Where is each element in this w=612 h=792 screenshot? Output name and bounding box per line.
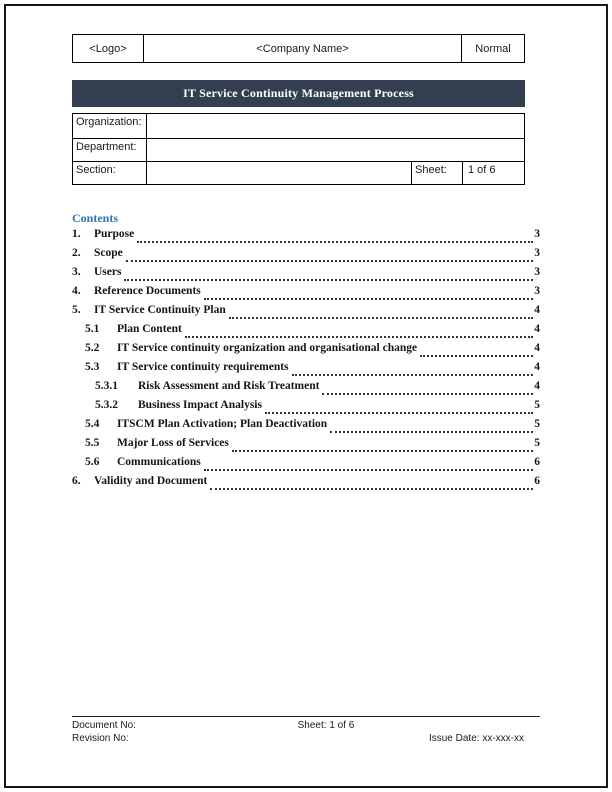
company-name-text: <Company Name>	[256, 42, 349, 55]
toc-entry-number: 4.	[72, 285, 81, 297]
toc-entry-label: Communications	[117, 456, 201, 468]
logo-placeholder-cell	[73, 35, 144, 62]
toc-dot-leader	[126, 260, 534, 262]
toc-entry[interactable]	[72, 456, 540, 475]
toc-entry-page-number: 4	[534, 361, 540, 373]
toc-entry-number: 6.	[72, 475, 81, 487]
contents-heading: Contents	[72, 211, 119, 225]
toc-entry-page-number: 4	[534, 304, 540, 316]
toc-entry-label: Business Impact Analysis	[138, 399, 262, 411]
toc-entry-label: IT Service continuity requirements	[117, 361, 289, 373]
organization-label: Organization:	[73, 114, 147, 138]
toc-dot-leader	[229, 317, 534, 319]
toc-entry-page-number: 3	[534, 266, 540, 278]
toc-entry-number: 5.2	[85, 342, 100, 354]
toc-entry-number: 2.	[72, 247, 81, 259]
toc-entry-label: IT Service continuity organization and organisational change	[117, 342, 418, 354]
toc-entry[interactable]	[72, 437, 540, 456]
sheet-label: Sheet:	[411, 162, 462, 184]
logo-placeholder-text: <Logo>	[89, 42, 127, 55]
toc-entry[interactable]	[72, 285, 540, 304]
toc-entry-page-number: 3	[534, 285, 540, 297]
toc-entry-list	[72, 228, 540, 494]
toc-entry-number: 5.6	[85, 456, 100, 468]
department-value-field[interactable]	[147, 139, 524, 161]
toc-entry-label: Validity and Document	[94, 475, 208, 487]
toc-entry-page-number: 5	[534, 399, 540, 411]
toc-entry-number: 5.3.2	[95, 399, 118, 411]
toc-entry[interactable]	[72, 304, 540, 323]
toc-entry-number: 5.3.1	[95, 380, 118, 392]
toc-entry-label: Major Loss of Services	[117, 437, 229, 449]
footer-row-2	[72, 732, 540, 745]
toc-dot-leader	[137, 241, 533, 243]
footer-row-1	[72, 719, 540, 732]
issue-date-text: Issue Date: xx-xxx-xx	[428, 733, 524, 744]
toc-entry[interactable]	[72, 399, 540, 418]
toc-entry[interactable]	[72, 361, 540, 380]
organization-value-field[interactable]	[147, 114, 524, 138]
document-title: IT Service Continuity Management Process	[183, 86, 414, 100]
classification-text: Normal	[475, 42, 511, 55]
toc-entry-number: 3.	[72, 266, 81, 278]
title-banner	[72, 80, 525, 107]
toc-entry[interactable]	[72, 342, 540, 361]
toc-entry[interactable]	[72, 228, 540, 247]
toc-entry-label: Scope	[94, 247, 123, 259]
toc-entry-number: 5.5	[85, 437, 100, 449]
document-header-table	[72, 34, 525, 63]
department-label: Department:	[73, 139, 147, 161]
toc-entry[interactable]	[72, 266, 540, 285]
revision-no-label: Revision No:	[72, 733, 129, 744]
toc-dot-leader	[204, 469, 534, 471]
section-label: Section:	[73, 162, 147, 184]
toc-entry-page-number: 5	[534, 437, 540, 449]
company-name-cell	[144, 35, 462, 62]
toc-entry-label: Risk Assessment and Risk Treatment	[138, 380, 320, 392]
toc-entry-label: ITSCM Plan Activation; Plan Deactivation	[117, 418, 328, 430]
page-footer	[72, 716, 540, 745]
section-value-field[interactable]	[147, 162, 411, 184]
document-info-table	[72, 113, 525, 185]
toc-entry-page-number: 6	[534, 456, 540, 468]
organization-row	[73, 114, 524, 138]
toc-dot-leader	[185, 336, 533, 338]
section-row	[73, 161, 524, 184]
department-row	[73, 138, 524, 161]
toc-dot-leader	[420, 355, 533, 357]
footer-spacer	[524, 719, 540, 732]
toc-dot-leader	[204, 298, 533, 300]
toc-dot-leader	[232, 450, 533, 452]
toc-entry-page-number: 4	[534, 323, 540, 335]
footer-sheet-text: Sheet: 1 of 6	[297, 720, 355, 731]
toc-entry-page-number: 3	[534, 228, 540, 240]
toc-entry-page-number: 4	[534, 380, 540, 392]
toc-dot-leader	[292, 374, 534, 376]
toc-entry-number: 5.4	[85, 418, 100, 430]
toc-entry-page-number: 6	[534, 475, 540, 487]
toc-entry-number: 1.	[72, 228, 81, 240]
toc-dot-leader	[265, 412, 533, 414]
toc-entry-number: 5.	[72, 304, 81, 316]
document-no-label: Document No:	[72, 720, 136, 731]
toc-entry-page-number: 3	[534, 247, 540, 259]
toc-entry[interactable]	[72, 380, 540, 399]
toc-entry-label: Reference Documents	[94, 285, 201, 297]
toc-entry-number: 5.3	[85, 361, 100, 373]
toc-dot-leader	[322, 393, 533, 395]
toc-entry-page-number: 5	[534, 418, 540, 430]
toc-entry[interactable]	[72, 418, 540, 437]
toc-dot-leader	[210, 488, 533, 490]
toc-entry-label: Purpose	[94, 228, 135, 240]
toc-entry[interactable]	[72, 247, 540, 266]
toc-dot-leader	[330, 431, 533, 433]
toc-entry-label: IT Service Continuity Plan	[94, 304, 226, 316]
toc-dot-leader	[124, 279, 533, 281]
toc-entry-label: Users	[94, 266, 122, 278]
toc-entry-label: Plan Content	[117, 323, 182, 335]
classification-cell	[462, 35, 524, 62]
toc-entry[interactable]	[72, 475, 540, 494]
sheet-value: 1 of 6	[462, 162, 524, 184]
table-of-contents	[72, 211, 540, 494]
toc-entry-number: 5.1	[85, 323, 100, 335]
toc-entry[interactable]	[72, 323, 540, 342]
toc-entry-page-number: 4	[534, 342, 540, 354]
